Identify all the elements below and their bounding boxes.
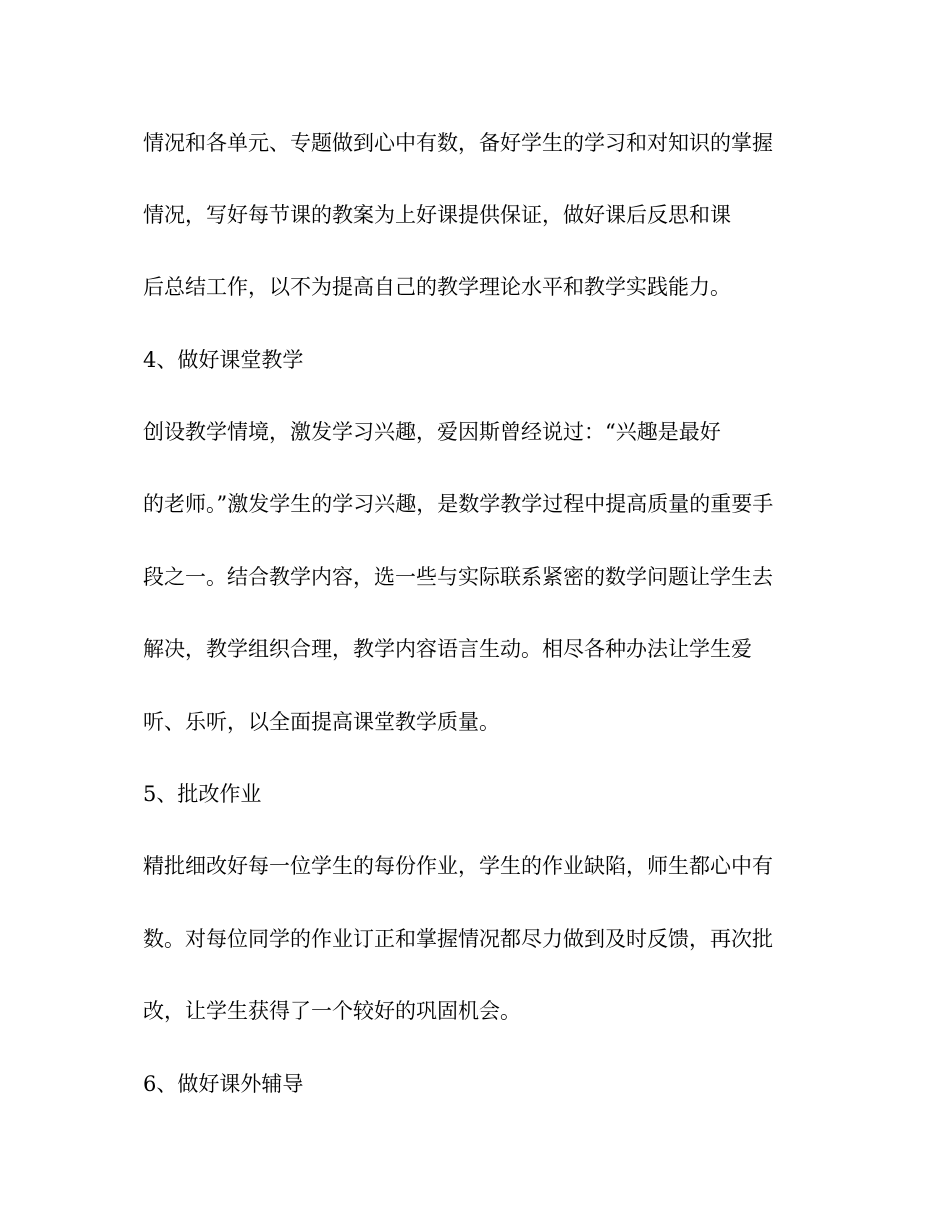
paragraph-line: 后总结工作，以不为提高自己的教学理论水平和教学实践能力。 xyxy=(143,275,731,299)
section-heading: 4、做好课堂教学 xyxy=(143,348,304,372)
paragraph-line: 创设教学情境，激发学习兴趣，爱因斯曾经说过：“兴趣是最好 xyxy=(143,420,721,444)
section-heading: 6、做好课外辅导 xyxy=(143,1072,304,1096)
paragraph-line: 段之一。结合教学内容，选一些与实际联系紧密的数学问题让学生去 xyxy=(143,565,773,589)
paragraph-line: 的老师。”激发学生的学习兴趣，是数学教学过程中提高质量的重要手 xyxy=(143,492,774,516)
paragraph-line: 听、乐听，以全面提高课堂教学质量。 xyxy=(143,710,500,734)
paragraph-line: 解决，教学组织合理，教学内容语言生动。相尽各种办法让学生爱 xyxy=(143,637,752,661)
paragraph-line: 情况和各单元、专题做到心中有数，备好学生的学习和对知识的掌握 xyxy=(143,131,773,155)
section-heading: 5、批改作业 xyxy=(143,782,262,806)
paragraph-line: 情况，写好每节课的教案为上好课提供保证，做好课后反思和课 xyxy=(143,203,731,227)
paragraph-line: 数。对每位同学的作业订正和掌握情况都尽力做到及时反馈，再次批 xyxy=(143,927,773,951)
paragraph-line: 改，让学生获得了一个较好的巩固机会。 xyxy=(143,999,521,1023)
paragraph-line: 精批细改好每一位学生的每份作业，学生的作业缺陷，师生都心中有 xyxy=(143,854,773,878)
